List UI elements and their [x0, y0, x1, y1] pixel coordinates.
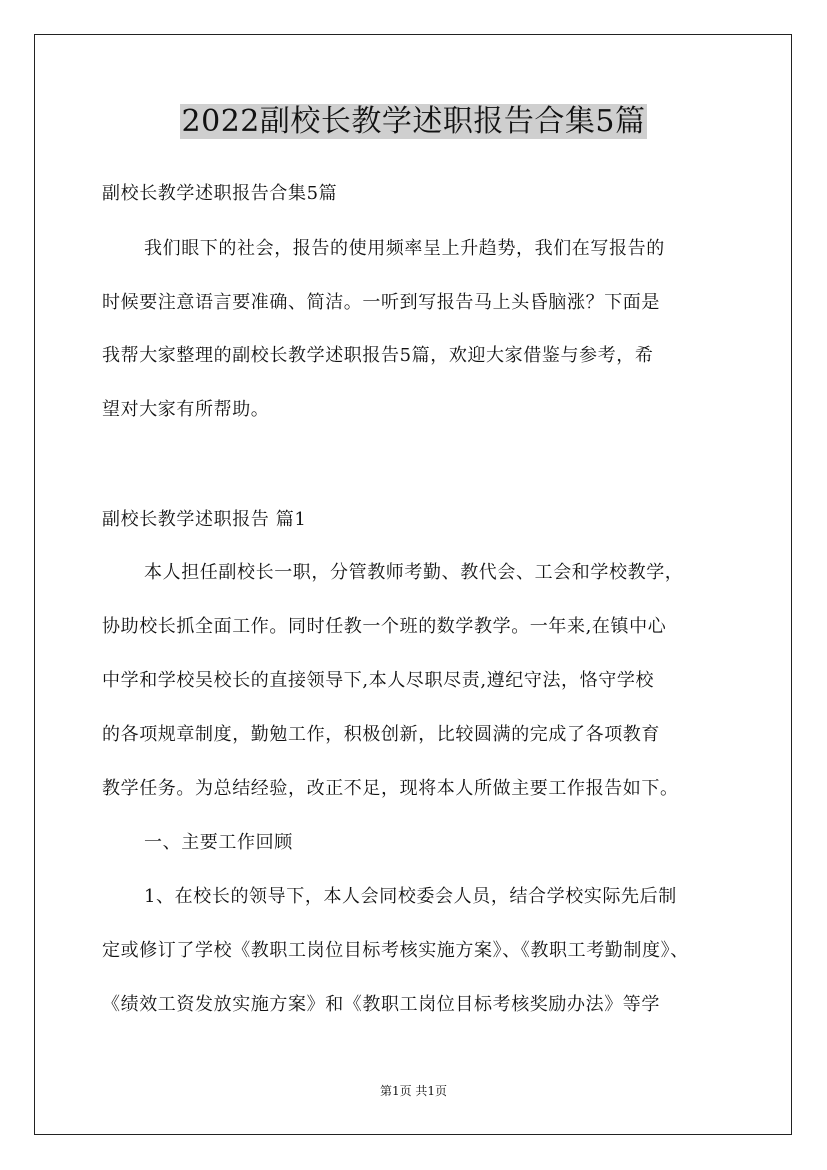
subsection-heading: 一、主要工作回顾: [144, 832, 293, 853]
document-title-text: 2022副校长教学述职报告合集5篇: [181, 104, 646, 139]
intro-line: 我们眼下的社会，报告的使用频率呈上升趋势，我们在写报告的: [144, 238, 665, 259]
paragraph-line: 中学和学校吴校长的直接领导下,本人尽职尽责,遵纪守法，恪守学校: [102, 670, 655, 691]
section-heading: 副校长教学述职报告 篇1: [102, 509, 307, 530]
paragraph-line: 《绩效工资发放实施方案》和《教职工岗位目标考核奖励办法》等学: [102, 994, 660, 1015]
intro-line: 望对大家有所帮助。: [102, 399, 270, 420]
page-number-footer: 第1页 共1页: [379, 1084, 448, 1098]
paragraph-line: 本人担任副校长一职，分管教师考勤、教代会、工会和学校教学，: [144, 562, 684, 583]
document-title: [0, 100, 827, 144]
paragraph-line: 1、在校长的领导下，本人会同校委会人员，结合学校实际先后制: [144, 886, 677, 907]
paragraph-line: 教学任务。为总结经验，改正不足，现将本人所做主要工作报告如下。: [102, 778, 679, 799]
intro-line: 我帮大家整理的副校长教学述职报告5篇，欢迎大家借鉴与参考，希: [102, 345, 654, 366]
subtitle: 副校长教学述职报告合集5篇: [102, 183, 338, 204]
intro-line: 时候要注意语言要准确、简洁。一听到写报告马上头昏脑涨？下面是: [102, 292, 660, 313]
paragraph-line: 的各项规章制度，勤勉工作，积极创新，比较圆满的完成了各项教育: [102, 724, 660, 745]
paragraph-line: 协助校长抓全面工作。同时任教一个班的数学教学。一年来,在镇中心: [102, 616, 667, 637]
paragraph-line: 定或修订了学校《教职工岗位目标考核实施方案》、《教职工考勤制度》、: [102, 940, 689, 961]
